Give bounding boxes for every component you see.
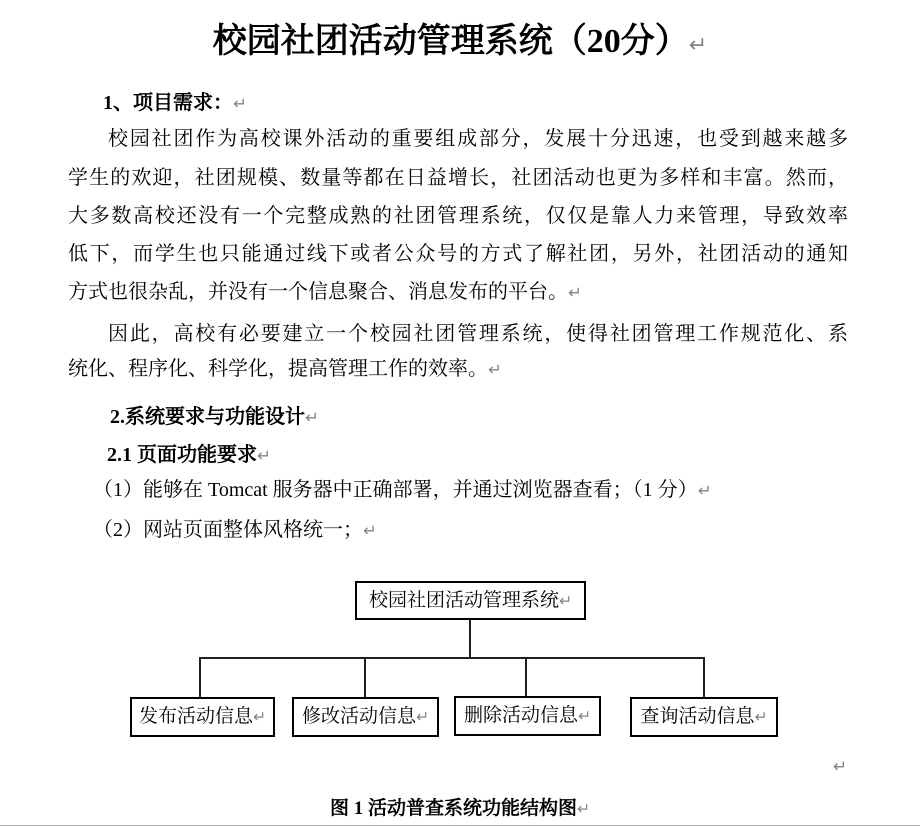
- return-mark-icon: ↵: [568, 283, 582, 302]
- connector-line-drop: [703, 657, 705, 698]
- paragraph-line: 低下，而学生也只能通过线下或者公众号的方式了解社团，另外，社团活动的通知: [68, 243, 848, 265]
- org-chart-child-node-publish: [130, 697, 275, 737]
- return-mark-icon: ↵: [577, 707, 592, 725]
- org-chart-child-node-modify: [292, 697, 439, 737]
- paragraph-line: 大多数高校还没有一个完整成熟的社团管理系统，仅仅是靠人力来管理，导致效率: [68, 205, 848, 227]
- return-mark-icon: ↵: [488, 360, 502, 379]
- connector-line-drop: [364, 657, 366, 698]
- node-label: 修改活动信息: [301, 706, 416, 727]
- heading-page-function-requirements: [107, 442, 271, 469]
- paragraph-line: [68, 279, 582, 306]
- node-label: 校园社团活动管理系统: [368, 589, 559, 611]
- org-chart-root-node: [355, 581, 586, 620]
- org-chart-child-node-delete: [454, 696, 601, 736]
- node-label: 查询活动信息: [640, 706, 755, 727]
- item-text: （2）网站页面整体风格统一；: [93, 519, 363, 541]
- connector-line-vertical: [469, 620, 471, 658]
- connector-line-drop: [525, 657, 527, 698]
- return-mark-icon: ↵: [688, 33, 708, 58]
- heading-text: 1、项目需求：: [103, 92, 233, 114]
- heading-text: 2.1 页面功能要求: [107, 444, 257, 466]
- connector-line-drop: [199, 657, 201, 698]
- paragraph-text: 统化、程序化、科学化，提高管理工作的效率。: [68, 358, 488, 380]
- paragraph-text: 方式也很杂乱，并没有一个信息聚合、消息发布的平台。: [68, 281, 568, 303]
- heading-project-requirements: [103, 90, 247, 117]
- connector-line-horizontal: [199, 657, 705, 659]
- node-label: 删除活动信息: [463, 705, 578, 726]
- heading-text: 2.系统要求与功能设计: [110, 406, 305, 428]
- return-mark-icon: ↵: [754, 708, 768, 726]
- return-mark-icon: ↵: [257, 446, 271, 465]
- paragraph-line: [68, 356, 502, 383]
- return-mark-icon: ↵: [697, 481, 712, 500]
- page-bottom-border: [0, 825, 920, 826]
- figure-caption-text: 图 1 活动普查系统功能结构图: [329, 798, 577, 819]
- node-label: 发布活动信息: [138, 706, 253, 727]
- return-mark-icon: ↵: [415, 708, 430, 726]
- return-mark-icon: ↵: [576, 800, 591, 818]
- paragraph-line: 校园社团作为高校课外活动的重要组成部分，发展十分迅速，也受到越来越多: [108, 128, 848, 150]
- return-mark-icon: ↵: [833, 757, 848, 777]
- page-title: [0, 16, 920, 72]
- return-mark-icon: ↵: [558, 591, 573, 610]
- org-chart-child-node-query: [630, 697, 778, 737]
- return-mark-icon: ↵: [252, 708, 267, 726]
- return-mark-icon: ↵: [363, 521, 377, 540]
- paragraph-line: 学生的欢迎，社团规模、数量等都在日益增长，社团活动也更为多样和丰富。然而，: [68, 167, 848, 189]
- return-mark-icon: ↵: [233, 94, 247, 113]
- item-text: （1）能够在 Tomcat 服务器中正确部署，并通过浏览器查看；（1 分）: [93, 479, 698, 501]
- page-title-text: 校园社团活动管理系统（20分）: [212, 23, 689, 60]
- figure-caption: [0, 797, 920, 821]
- paragraph-line: 因此，高校有必要建立一个校园社团管理系统，使得社团管理工作规范化、系: [108, 323, 848, 345]
- requirement-item-2: [93, 517, 377, 544]
- requirement-item-1: [93, 477, 711, 504]
- return-mark-icon: ↵: [305, 408, 319, 427]
- heading-system-requirements: [110, 404, 319, 431]
